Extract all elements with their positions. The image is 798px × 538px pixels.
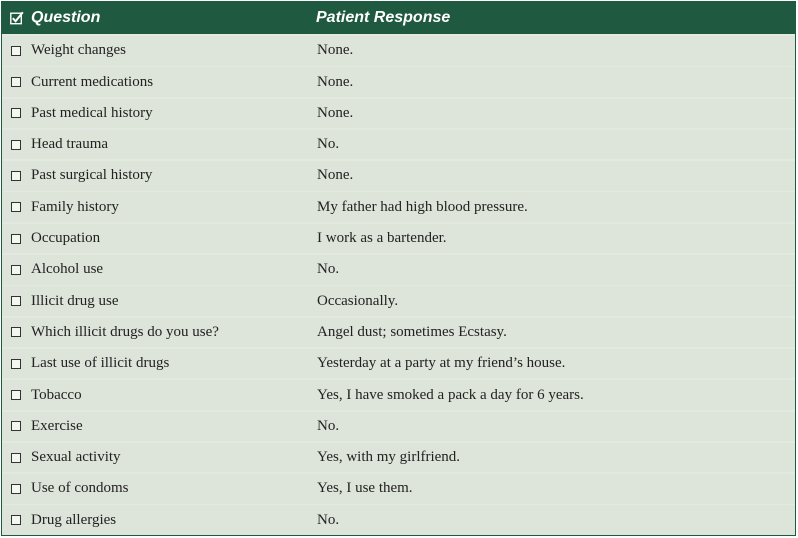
question-cell <box>2 512 309 529</box>
question-text: Head trauma <box>31 136 109 153</box>
table-row <box>2 443 795 473</box>
response-cell: No. <box>317 136 340 153</box>
question-cell <box>2 261 309 278</box>
table-row <box>2 36 795 66</box>
table-body <box>2 34 795 535</box>
response-cell: None. <box>317 73 354 90</box>
question-cell <box>2 324 309 341</box>
table-row <box>2 161 795 191</box>
question-text: Family history <box>31 198 119 215</box>
checkbox-icon[interactable] <box>11 265 21 275</box>
table-row <box>2 380 795 410</box>
question-cell <box>2 199 309 216</box>
question-text: Occupation <box>31 230 101 247</box>
question-text: Exercise <box>31 417 83 434</box>
question-text: Alcohol use <box>31 261 104 278</box>
response-cell: Occasionally. <box>317 292 399 309</box>
question-cell <box>2 167 309 184</box>
response-cell: None. <box>317 167 354 184</box>
table-row <box>2 286 795 316</box>
checkbox-icon[interactable] <box>11 390 21 400</box>
response-cell: None. <box>317 42 354 59</box>
question-text: Illicit drug use <box>31 292 119 309</box>
checkbox-checked-icon <box>10 11 24 25</box>
question-cell <box>2 418 309 435</box>
checkbox-icon[interactable] <box>11 108 21 118</box>
response-cell: Yesterday at a party at my friend’s house. <box>317 355 566 372</box>
checkbox-icon[interactable] <box>11 327 21 337</box>
checkbox-icon[interactable] <box>11 484 21 494</box>
table-row <box>2 412 795 442</box>
table-row <box>2 255 795 285</box>
response-cell: No. <box>317 511 340 528</box>
question-text: Drug allergies <box>31 511 117 528</box>
checkbox-icon[interactable] <box>11 515 21 525</box>
checkbox-icon[interactable] <box>11 171 21 181</box>
question-text: Use of condoms <box>31 480 129 497</box>
checkbox-icon[interactable] <box>11 421 21 431</box>
response-cell: None. <box>317 104 354 121</box>
question-cell <box>2 42 309 59</box>
question-text: Tobacco <box>31 386 82 403</box>
question-header-label: Question <box>31 9 101 26</box>
checkbox-icon[interactable] <box>11 46 21 56</box>
checkbox-icon[interactable] <box>11 359 21 369</box>
response-cell: No. <box>317 417 340 434</box>
checkbox-icon[interactable] <box>11 77 21 87</box>
table-header <box>2 2 795 34</box>
table-row <box>2 130 795 160</box>
question-cell <box>2 105 309 122</box>
question-text: Weight changes <box>31 42 127 59</box>
table-row <box>2 224 795 254</box>
question-text: Last use of illicit drugs <box>31 355 170 372</box>
question-text: Sexual activity <box>31 449 121 466</box>
response-cell: I work as a bartender. <box>317 230 447 247</box>
response-cell: Yes, I use them. <box>317 480 413 497</box>
question-cell <box>2 230 309 247</box>
question-cell <box>2 480 309 497</box>
response-cell: Yes, I have smoked a pack a day for 6 years. <box>317 386 584 403</box>
table-row <box>2 192 795 222</box>
response-cell: Yes, with my girlfriend. <box>317 449 461 466</box>
question-text: Which illicit drugs do you use? <box>31 323 219 340</box>
question-cell <box>2 293 309 310</box>
table-row <box>2 349 795 379</box>
checkbox-icon[interactable] <box>11 296 21 306</box>
question-cell <box>2 74 309 91</box>
response-header-label: Patient Response <box>316 9 451 26</box>
checkbox-icon[interactable] <box>11 202 21 212</box>
response-column-header <box>308 9 450 27</box>
question-column-header <box>2 9 308 27</box>
table-row <box>2 505 795 535</box>
question-cell <box>2 449 309 466</box>
question-cell <box>2 355 309 372</box>
table-row <box>2 318 795 348</box>
question-text: Current medications <box>31 73 154 90</box>
question-cell <box>2 136 309 153</box>
response-cell: Angel dust; sometimes Ecstasy. <box>317 323 507 340</box>
response-cell: My father had high blood pressure. <box>317 198 528 215</box>
table-row <box>2 474 795 504</box>
table-row <box>2 99 795 129</box>
checkbox-icon[interactable] <box>11 234 21 244</box>
question-cell <box>2 387 309 404</box>
table-row <box>2 67 795 97</box>
history-table <box>1 1 796 536</box>
question-text: Past medical history <box>31 104 153 121</box>
response-cell: No. <box>317 261 340 278</box>
question-text: Past surgical history <box>31 167 153 184</box>
checkbox-icon[interactable] <box>11 453 21 463</box>
checkbox-icon[interactable] <box>11 140 21 150</box>
